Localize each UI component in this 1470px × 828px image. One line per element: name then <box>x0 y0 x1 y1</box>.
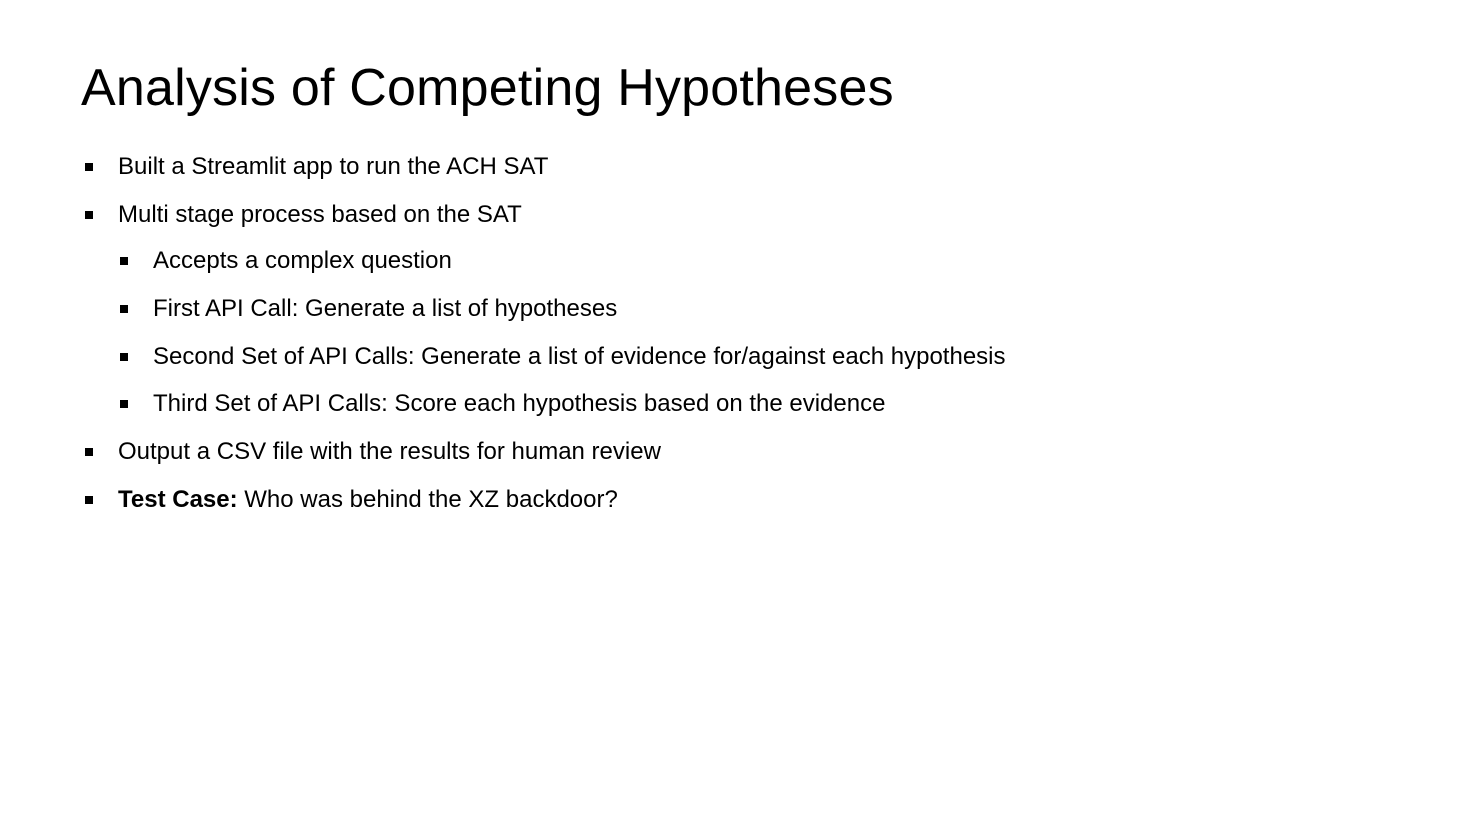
bullet-text: Output a CSV file with the results for human review <box>118 438 661 465</box>
bullet-text-test-case <box>118 484 618 516</box>
square-bullet-icon <box>85 163 93 171</box>
sub-bullet-text: Second Set of API Calls: Generate a list of evidence for/against each hypothesis <box>153 343 1006 370</box>
bullet-item <box>85 484 618 516</box>
sub-bullet-item <box>120 293 617 325</box>
sub-bullet-item <box>120 388 885 420</box>
square-bullet-icon <box>85 211 93 219</box>
square-bullet-icon <box>120 305 128 313</box>
square-bullet-icon <box>120 400 128 408</box>
sub-bullet-item <box>120 341 1006 373</box>
square-bullet-icon <box>85 448 93 456</box>
bullet-text: Built a Streamlit app to run the ACH SAT <box>118 153 549 180</box>
bullet-item <box>85 151 548 183</box>
square-bullet-icon <box>85 496 93 504</box>
sub-bullet-text: Third Set of API Calls: Score each hypothesis based on the evidence <box>153 390 886 417</box>
test-case-label: Test Case: <box>118 486 238 513</box>
sub-bullet-item <box>120 245 452 277</box>
sub-bullet-text: Accepts a complex question <box>153 247 452 274</box>
sub-bullet-text: First API Call: Generate a list of hypotheses <box>153 295 618 322</box>
slide-title: Analysis of Competing Hypotheses <box>81 59 894 117</box>
test-case-question: Who was behind the XZ backdoor? <box>237 486 618 513</box>
bullet-item <box>85 199 522 231</box>
bullet-text: Multi stage process based on the SAT <box>118 201 522 228</box>
square-bullet-icon <box>120 257 128 265</box>
bullet-item <box>85 436 661 468</box>
square-bullet-icon <box>120 353 128 361</box>
